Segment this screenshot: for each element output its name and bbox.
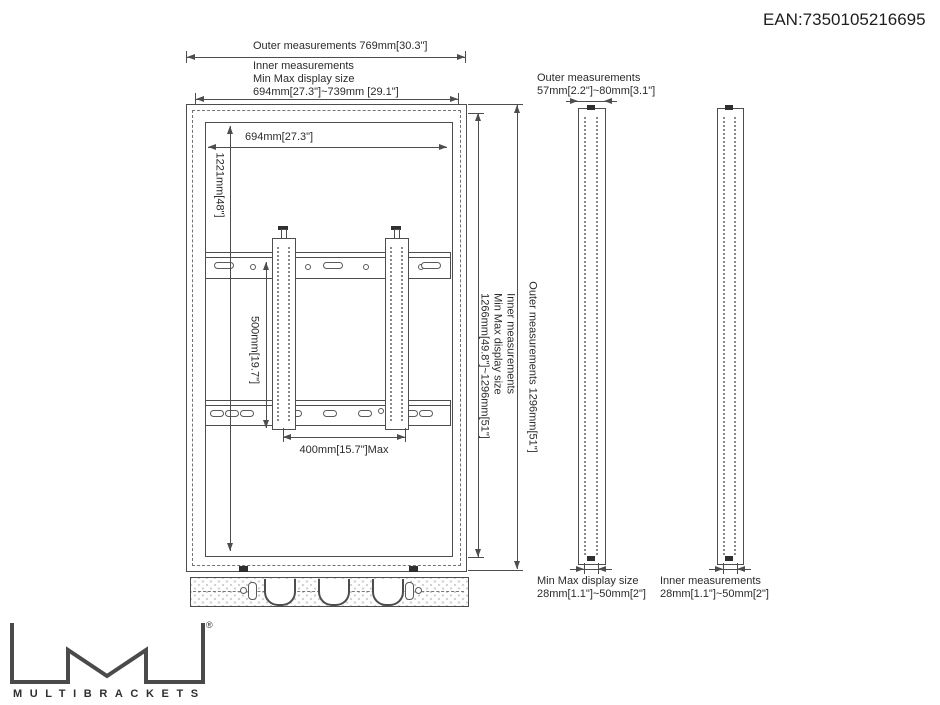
rail-slot xyxy=(358,410,372,417)
rail-edge-line xyxy=(206,405,450,406)
rail-hole xyxy=(378,408,384,414)
registered-trademark-symbol: ® xyxy=(206,620,213,630)
side-left-bottom-label-2: 28mm[1.1"]~50mm[2"] xyxy=(537,588,646,600)
bar-hole-column xyxy=(596,117,598,555)
display-height-dim xyxy=(230,126,231,551)
vesa-rail-right xyxy=(385,238,409,430)
outer-height-dim-label: Outer measurements 1296mm[51"] xyxy=(526,281,539,453)
side-right-bottom-label-1: Inner measurements xyxy=(660,575,761,587)
bar-bottom-tab xyxy=(587,556,595,561)
side-profile-bar-right xyxy=(717,108,744,565)
ext-line xyxy=(468,557,484,558)
dim-arrow xyxy=(475,113,481,121)
dim-arrow xyxy=(737,566,745,572)
rail-slot xyxy=(240,410,254,417)
dim-arrow xyxy=(439,144,447,150)
rail-hole-column xyxy=(288,247,290,421)
display-height-dim-label: 1221mm[48"] xyxy=(213,152,226,218)
outer-width-label: Outer measurements 769mm[30.3"] xyxy=(253,40,428,52)
plate-slot xyxy=(248,582,257,600)
ext-line xyxy=(405,428,406,442)
dim-arrow xyxy=(263,262,269,270)
inner-height-dim-label xyxy=(478,293,517,439)
ean-code: EAN:7350105216695 xyxy=(763,10,926,29)
bottom-wall-rail xyxy=(205,400,451,426)
ext-line xyxy=(468,570,523,571)
inner-width-dim-label: 694mm[27.3"] xyxy=(245,131,314,143)
rail-span-dim-label: 500mm[19.7"] xyxy=(248,315,261,385)
rail-hole-column xyxy=(277,247,279,421)
inner-width-dim xyxy=(208,147,447,148)
dim-arrow xyxy=(570,98,578,104)
rail-hole-column xyxy=(390,247,392,421)
side-profile-bar-left xyxy=(578,108,606,565)
rail-hole xyxy=(305,264,311,270)
ext-tick xyxy=(186,51,187,63)
rail-hole xyxy=(363,264,369,270)
dim-arrow xyxy=(598,566,606,572)
vesa-width-dim-label: 400mm[15.7"]Max xyxy=(299,444,389,456)
side-right-bottom-label-2: 28mm[1.1"]~50mm[2"] xyxy=(660,588,769,600)
multibrackets-logo-mark xyxy=(10,618,210,686)
inner-height-dim xyxy=(478,113,479,557)
bar-top-tab xyxy=(587,105,595,110)
rail-hole-column xyxy=(401,247,403,421)
dim-arrow xyxy=(514,105,520,113)
inner-height-label-2: Min Max display size xyxy=(491,293,504,395)
rail-edge-line xyxy=(206,257,450,258)
dim-arrow xyxy=(457,54,465,60)
dim-arrow xyxy=(227,126,233,134)
top-wall-rail xyxy=(205,252,451,279)
plate-hole xyxy=(415,587,422,594)
plate-hook-tab xyxy=(409,566,418,572)
inner-width-label-3: 694mm[27.3"]~739mm [29.1"] xyxy=(253,86,399,98)
dim-arrow xyxy=(715,566,723,572)
rail-slot xyxy=(210,410,224,417)
rail-slot xyxy=(214,262,234,269)
plate-slot xyxy=(405,582,414,600)
hanger-hook xyxy=(318,579,350,606)
dim-arrow xyxy=(514,561,520,569)
ext-tick xyxy=(465,51,466,63)
inner-height-label-3: 1266mm[49.8"]~1296mm[51"] xyxy=(478,293,491,439)
dim-arrow xyxy=(227,543,233,551)
rail-slot xyxy=(323,262,343,269)
dim-arrow xyxy=(576,566,584,572)
wall-plate xyxy=(190,577,469,607)
plate-hook-tab xyxy=(239,566,248,572)
bar-top-tab xyxy=(725,105,733,110)
bar-bottom-tab xyxy=(725,556,733,561)
ext-tick xyxy=(458,93,459,105)
bar-hole-column xyxy=(734,117,736,555)
plate-hole xyxy=(240,587,247,594)
hanger-hook xyxy=(372,579,404,606)
bar-hole-column xyxy=(584,117,586,555)
outer-width-dim-line xyxy=(187,57,465,58)
dim-arrow xyxy=(208,144,216,150)
ext-tick xyxy=(195,93,196,105)
dim-arrow xyxy=(475,549,481,557)
rail-slot xyxy=(225,410,239,417)
inner-width-label-2: Min Max display size xyxy=(253,73,355,85)
inner-width-dim-line xyxy=(196,99,458,100)
rail-slot xyxy=(419,410,433,417)
dim-arrow xyxy=(263,420,269,428)
rail-hole xyxy=(250,264,256,270)
brand-name: MULTIBRACKETS xyxy=(13,688,206,700)
inner-frame xyxy=(205,122,453,557)
side-left-bottom-label-1: Min Max display size xyxy=(537,575,639,587)
dim-arrow xyxy=(450,96,458,102)
side-outer-label-1: Outer measurements xyxy=(537,72,641,84)
dim-arrow xyxy=(196,96,204,102)
hanger-hook xyxy=(264,579,296,606)
inner-height-label-1: Inner measurements xyxy=(504,293,517,395)
rail-span-dim xyxy=(266,262,267,428)
bar-hole-column xyxy=(723,117,725,555)
inner-width-label-1: Inner measurements xyxy=(253,60,354,72)
side-outer-label-2: 57mm[2.2"]~80mm[3.1"] xyxy=(537,85,656,97)
dim-arrow xyxy=(397,434,405,440)
dim-arrow xyxy=(604,98,612,104)
dim-arrow xyxy=(187,54,195,60)
rail-slot xyxy=(421,262,441,269)
vesa-rail-left xyxy=(272,238,296,430)
outer-height-dim xyxy=(517,105,518,569)
rail-slot xyxy=(323,410,337,417)
dim-arrow xyxy=(283,434,291,440)
vesa-width-dim xyxy=(283,437,405,438)
